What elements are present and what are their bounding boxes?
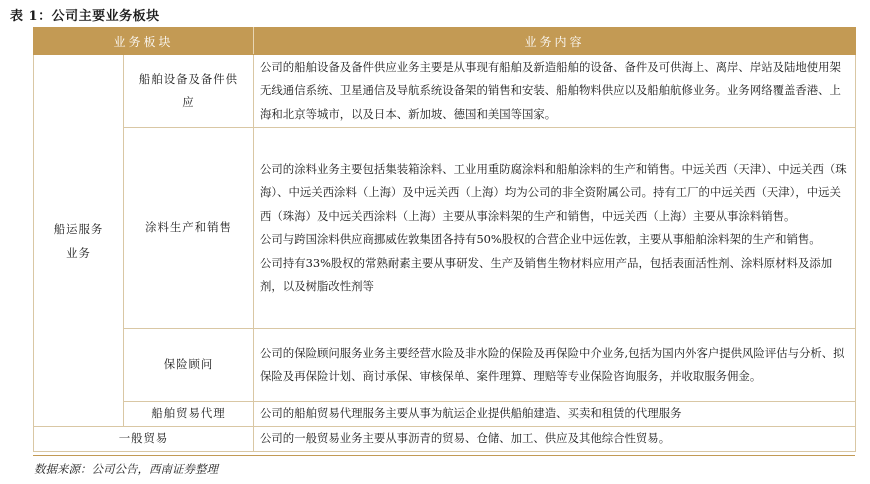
sub-segment: 船舶设备及备件供应 <box>124 55 254 128</box>
row-description: 公司的船舶贸易代理服务主要从事为航运企业提供船舶建造、买卖和租赁的代理服务 <box>254 402 856 427</box>
row-description: 公司的船舶设备及备件供应业务主要是从事现有船舶及新造船舶的设备、备件及可供海上、离岸、岸站及陆地使用架无线通信系统、卫星通信及导航系统设备架的销售和安装、船舶物料供应以及船舶航修业务。业务网络覆盖香港、上海和北京等城市，以及日本、新加坡、德国和美国等国家。 <box>254 55 856 128</box>
table-header-row <box>34 28 856 55</box>
sub-segment: 船舶贸易代理 <box>124 402 254 427</box>
sub-segment: 保险顾问 <box>124 329 254 402</box>
table-title: 表 1：公司主要业务板块 <box>10 9 160 24</box>
sub-segment: 涂料生产和销售 <box>124 128 254 329</box>
table-row <box>34 402 856 427</box>
table-row <box>34 128 856 329</box>
segment-general-trade: 一般贸易 <box>34 427 254 452</box>
header-segment: 业务板块 <box>34 28 254 55</box>
table-row <box>34 55 856 128</box>
table-row <box>34 329 856 402</box>
segment-shipping-services: 船运服务业务 <box>34 55 124 427</box>
source-note: 数据来源：公司公告，西南证券整理 <box>34 462 218 476</box>
table-bottom-rule <box>33 455 855 456</box>
row-description: 公司的一般贸易业务主要从事沥青的贸易、仓储、加工、供应及其他综合性贸易。 <box>254 427 856 452</box>
business-table <box>33 27 856 452</box>
row-description: 公司的保险顾问服务业务主要经营水险及非水险的保险及再保险中介业务,包括为国内外客户提供风险评估与分析、拟保险及再保险计划、商讨承保、审核保单、案件理算、理赔等专业保险咨询服务，并收取服务佣金。 <box>254 329 856 402</box>
row-description: 公司的涂料业务主要包括集装箱涂料、工业用重防腐涂料和船舶涂料的生产和销售。中远关西（天津）、中远关西（珠海）、中远关西涂料（上海）及中远关西（上海）均为公司的非全资附属公司。持有工厂的中远关西（天津），中远关西（珠海）及中远关西涂料（上海）主要从事涂料架的生产和销售，中远关西（上海）主要从事涂料销售。 公司与跨国涂料供应商挪威佐敦集团各持有50%股权的合营企业中远佐敦，主要从事船舶涂料架的生产和销售。 公司持有33%股权的常熟耐素主要从事研发、生产及销售生物材料应用产品，包括表面活性剂、涂料原材料及添加剂，以及树脂改性剂等 <box>254 128 856 329</box>
table-row <box>34 427 856 452</box>
header-content: 业务内容 <box>254 28 856 55</box>
